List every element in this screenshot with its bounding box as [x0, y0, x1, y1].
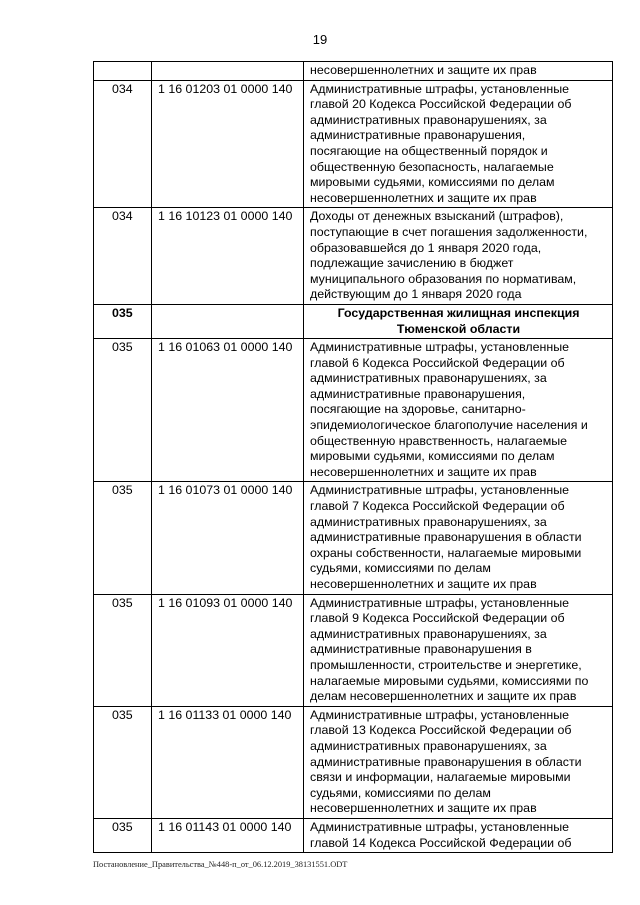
description-line: административные правонарушения в	[310, 642, 532, 657]
table-row	[94, 80, 613, 208]
description-cell	[304, 706, 613, 818]
description-line: административных правонарушениях, за	[310, 371, 547, 386]
table-row	[94, 62, 613, 81]
description-line: общественную нравственность, налагаемые	[310, 433, 568, 448]
description-line: главой 14 Кодекса Российской Федерации об	[310, 835, 572, 850]
budget-classification-code-cell: 1 16 01073 01 0000 140	[152, 482, 304, 594]
admin-code-cell: 035	[94, 706, 152, 818]
description-line: мировыми судьями, комиссиями по делам	[310, 449, 555, 464]
description-line: промышленности, строительстве и энергетике,	[310, 657, 582, 672]
description-line: Административные штрафы, установленные	[310, 707, 570, 722]
page-number: 19	[312, 32, 328, 47]
document-footer: Постановление_Правительства_№448-п_от_06.12.2019_38131551.ODT	[93, 860, 348, 869]
description-line: Тюменской области	[396, 321, 521, 336]
budget-classification-code-cell: 1 16 01143 01 0000 140	[152, 818, 304, 852]
admin-code-cell: 034	[94, 208, 152, 305]
admin-code-cell	[94, 62, 152, 81]
budget-classification-code-cell: 1 16 01063 01 0000 140	[152, 339, 304, 482]
description-line: административные правонарушения в области	[310, 530, 582, 545]
admin-code-cell: 034	[94, 80, 152, 208]
description-line: эпидемиологическое благополучие населения и	[310, 418, 588, 433]
description-line: несовершеннолетних и защите их прав	[310, 464, 537, 479]
description-line: Административные штрафы, установленные	[310, 483, 570, 498]
description-cell	[304, 339, 613, 482]
description-line: главой 6 Кодекса Российской Федерации об	[310, 355, 565, 370]
description-line: административные правонарушения в области	[310, 754, 582, 769]
description-line: охраны собственности, налагаемые мировыми	[310, 545, 582, 560]
description-cell	[304, 80, 613, 208]
description-line: административных правонарушениях, за	[310, 626, 547, 641]
description-cell	[304, 594, 613, 706]
description-line: образовавшейся до 1 января 2020 года,	[310, 240, 542, 255]
table-row	[94, 482, 613, 594]
description-line: Доходы от денежных взысканий (штрафов),	[310, 209, 564, 224]
description-line: судьями, комиссиями по делам	[310, 561, 491, 576]
description-cell	[304, 818, 613, 852]
budget-classification-code-cell: 1 16 10123 01 0000 140	[152, 208, 304, 305]
budget-classification-code-cell: 1 16 01093 01 0000 140	[152, 594, 304, 706]
description-line: мировыми судьями, комиссиями по делам	[310, 175, 555, 190]
budget-classification-code-cell	[152, 304, 304, 338]
description-cell	[304, 208, 613, 305]
admin-code-cell: 035	[94, 818, 152, 852]
description-line: поступающие в счет погашения задолженности,	[310, 224, 588, 239]
budget-classification-code-cell: 1 16 01203 01 0000 140	[152, 80, 304, 208]
description-line: несовершеннолетних и защите их прав	[310, 577, 537, 591]
description-line: административных правонарушениях, за	[310, 112, 547, 127]
description-line: общественную безопасность, налагаемые	[310, 159, 554, 174]
description-line: несовершеннолетних и защите их прав	[310, 801, 537, 816]
description-line: несовершеннолетних и защите их прав	[310, 63, 537, 77]
description-cell	[304, 62, 613, 81]
description-line: Административные штрафы, установленные	[310, 595, 570, 610]
table-row	[94, 706, 613, 818]
description-line: связи и информации, налагаемые мировыми	[310, 770, 571, 785]
description-line: Государственная жилищная инспекция	[337, 305, 580, 320]
description-line: главой 13 Кодекса Российской Федерации об	[310, 723, 572, 738]
table-row	[94, 208, 613, 305]
table-row	[94, 339, 613, 482]
description-line: посягающие на здоровье, санитарно-	[310, 402, 526, 417]
description-cell	[304, 304, 613, 338]
section-header-row	[94, 304, 613, 338]
description-line: судьями, комиссиями по делам	[310, 785, 491, 800]
description-line: Административные штрафы, установленные	[310, 81, 570, 96]
description-line: делам несовершеннолетних и защите их прав	[310, 689, 577, 704]
admin-code-cell: 035	[94, 594, 152, 706]
description-line: административных правонарушениях, за	[310, 514, 547, 529]
admin-code-cell: 035	[94, 304, 152, 338]
admin-code-cell: 035	[94, 339, 152, 482]
description-line: главой 7 Кодекса Российской Федерации об	[310, 499, 565, 514]
description-line: Административные штрафы, установленные	[310, 819, 570, 834]
description-line: посягающие на общественный порядок и	[310, 143, 548, 158]
description-line: налагаемые мировыми судьями, комиссиями по	[310, 673, 589, 688]
description-line: действующим до 1 января 2020 года	[310, 287, 522, 302]
description-line: Административные штрафы, установленные	[310, 340, 570, 355]
description-line: подлежащие зачислению в бюджет	[310, 256, 514, 271]
table-body	[94, 62, 613, 853]
budget-classification-code-cell: 1 16 01133 01 0000 140	[152, 706, 304, 818]
revenue-classification-table	[93, 61, 613, 853]
description-cell	[304, 482, 613, 594]
description-line: административные правонарушения,	[310, 128, 526, 143]
table-row	[94, 594, 613, 706]
budget-classification-code-cell	[152, 62, 304, 81]
description-line: административные правонарушения,	[310, 386, 526, 401]
description-line: несовершеннолетних и защите их прав	[310, 190, 537, 205]
description-line: муниципального образования по нормативам,	[310, 271, 577, 286]
admin-code-cell: 035	[94, 482, 152, 594]
description-line: главой 20 Кодекса Российской Федерации об	[310, 97, 572, 112]
table-row	[94, 818, 613, 852]
description-line: административных правонарушениях, за	[310, 738, 547, 753]
description-line: главой 9 Кодекса Российской Федерации об	[310, 611, 565, 626]
